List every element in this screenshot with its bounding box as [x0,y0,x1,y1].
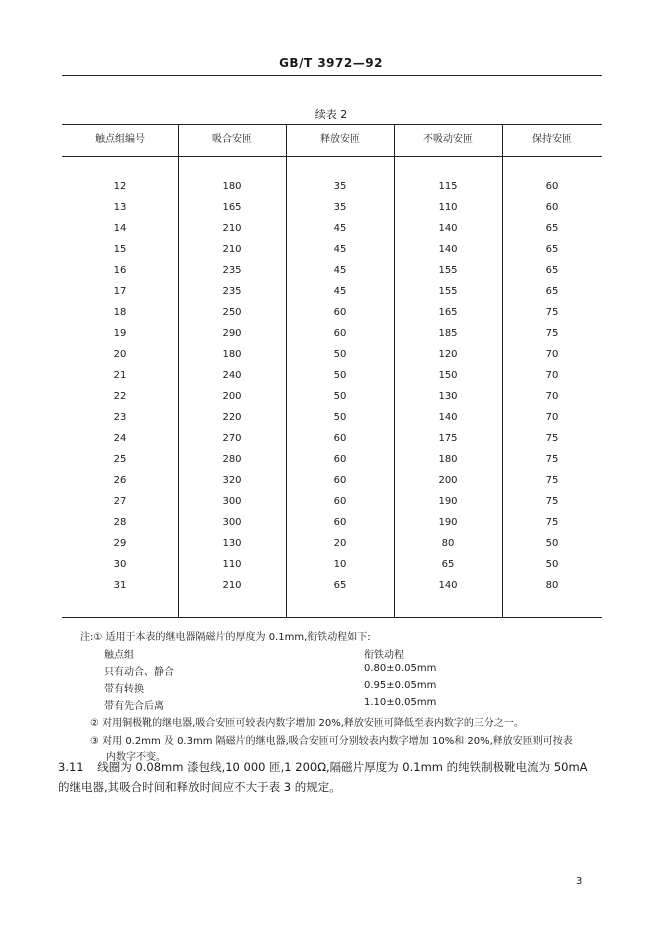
table-cell: 45 [333,244,347,255]
table-cell: 60 [333,454,347,465]
table-cell: 175 [438,433,458,444]
table-cell: 60 [545,181,559,192]
table-cell: 45 [333,286,347,297]
table-row [62,492,602,512]
table-cell: 65 [545,223,559,234]
table-cell: 65 [333,580,347,591]
note-3-continued: 内数字不变。 [106,752,166,763]
table-cell: 14 [113,223,127,234]
table-cell: 75 [545,475,559,486]
table-cell: 15 [113,244,127,255]
table-cell: 180 [222,349,242,360]
table-cell: 290 [222,328,242,339]
clause-text: 线圈为 0.08mm 漆包线,10 000 匝,1 200Ω,隔磁片厚度为 0.1mm 的纯铁制极靴电流为 50mA [97,760,588,774]
table-cell: 300 [222,517,242,528]
note-subtable-label: 带有转换 [104,684,144,695]
standard-number: GB/T 3972—92 [279,56,383,70]
table-cell: 20 [113,349,127,360]
table-cell: 65 [545,265,559,276]
table-row [62,450,602,470]
table-row [62,534,602,554]
table-cell: 65 [545,244,559,255]
table-row [62,555,602,575]
data-table [62,124,602,618]
page-number: 3 [576,876,583,887]
note-subtable-label: 只有动合、静合 [104,667,174,678]
table-cell: 80 [441,538,455,549]
table-row [62,324,602,344]
table-cell: 50 [333,349,347,360]
table-cell: 155 [438,265,458,276]
table-cell: 21 [113,370,127,381]
table-cell: 210 [222,580,242,591]
table-cell: 60 [333,517,347,528]
table-cell: 210 [222,244,242,255]
table-cell: 75 [545,517,559,528]
table-cell: 29 [113,538,127,549]
table-cell: 140 [438,580,458,591]
table-cell: 320 [222,475,242,486]
table-cell: 22 [113,391,127,402]
note-subtable-value: 0.80±0.05mm [364,663,437,674]
table-cell: 150 [438,370,458,381]
table-cell: 16 [113,265,127,276]
table-cell: 200 [222,391,242,402]
table-cell: 30 [113,559,127,570]
table-cell: 70 [545,412,559,423]
table-cell: 60 [333,475,347,486]
table-cell: 140 [438,244,458,255]
table-cell: 70 [545,370,559,381]
table-cell: 60 [333,496,347,507]
table-cell: 13 [113,202,127,213]
note-subtable-value: 0.95±0.05mm [364,680,437,691]
table-cell: 235 [222,265,242,276]
table-row [62,240,602,260]
table-row [62,429,602,449]
table-row [62,408,602,428]
note-subtable-header-right: 衔铁动程 [364,650,404,661]
table-cell: 185 [438,328,458,339]
table-cell: 190 [438,496,458,507]
table-cell: 155 [438,286,458,297]
table-cell: 190 [438,517,458,528]
table-cell: 220 [222,412,242,423]
column-header-pull-in: 吸合安匝 [212,134,252,145]
table-row [62,198,602,218]
table-cell: 12 [113,181,127,192]
table-cell: 120 [438,349,458,360]
table-cell: 130 [438,391,458,402]
table-cell: 70 [545,349,559,360]
table-cell: 50 [545,538,559,549]
table-cell: 60 [333,307,347,318]
note-3: ③ 对用 0.2mm 及 0.3mm 隔磁片的继电器,吸合安匝可分别较表内数字增加 10%和 20%,释放安匝则可按表 [90,736,573,747]
table-cell: 165 [222,202,242,213]
table-cell: 35 [333,202,347,213]
table-cell: 110 [222,559,242,570]
table-cell: 10 [333,559,347,570]
clause-text-continued: 的继电器,其吸合时间和释放时间应不大于表 3 的规定。 [58,780,341,794]
table-cell: 31 [113,580,127,591]
table-caption: 续表 2 [314,108,348,121]
table-row [62,387,602,407]
column-header-non-operate: 不吸动安匝 [423,134,473,145]
note-1: 注:① 适用于本表的继电器隔磁片的厚度为 0.1mm,衔铁动程如下: [80,632,371,643]
table-cell: 25 [113,454,127,465]
table-bottom-rule [62,617,602,618]
table-cell: 60 [333,433,347,444]
note-subtable-header-left: 触点组 [104,650,134,661]
table-cell: 200 [438,475,458,486]
table-row [62,219,602,239]
table-cell: 18 [113,307,127,318]
table-cell: 270 [222,433,242,444]
table-row [62,303,602,323]
table-row [62,345,602,365]
column-header-release: 释放安匝 [320,134,360,145]
table-row [62,366,602,386]
table-cell: 75 [545,328,559,339]
table-cell: 24 [113,433,127,444]
table-cell: 50 [333,391,347,402]
table-cell: 17 [113,286,127,297]
note-subtable-value: 1.10±0.05mm [364,697,437,708]
table-cell: 70 [545,391,559,402]
table-row [62,576,602,596]
table-cell: 300 [222,496,242,507]
note-subtable-label: 带有先合后离 [104,701,164,712]
table-cell: 235 [222,286,242,297]
table-row [62,261,602,281]
table-cell: 26 [113,475,127,486]
table-row [62,471,602,491]
table-row [62,513,602,533]
table-cell: 60 [333,328,347,339]
table-cell: 45 [333,265,347,276]
table-cell: 23 [113,412,127,423]
table-cell: 75 [545,454,559,465]
table-cell: 240 [222,370,242,381]
table-cell: 50 [333,412,347,423]
table-cell: 50 [545,559,559,570]
table-cell: 210 [222,223,242,234]
table-cell: 60 [545,202,559,213]
clause-3-11 [58,757,606,797]
table-cell: 280 [222,454,242,465]
table-row [62,177,602,197]
table-cell: 80 [545,580,559,591]
table-cell: 115 [438,181,458,192]
table-cell: 45 [333,223,347,234]
table-cell: 75 [545,496,559,507]
table-cell: 140 [438,223,458,234]
table-cell: 65 [441,559,455,570]
table-cell: 140 [438,412,458,423]
table-cell: 28 [113,517,127,528]
note-2: ② 对用铜极靴的继电器,吸合安匝可较表内数字增加 20%,释放安匝可降低至表内数字的三分之一。 [90,718,524,729]
column-header-contact-group: 触点组编号 [95,134,145,145]
table-cell: 20 [333,538,347,549]
table-cell: 250 [222,307,242,318]
table-row [62,282,602,302]
header-divider [62,75,602,76]
table-cell: 130 [222,538,242,549]
column-header-hold: 保持安匝 [532,134,572,145]
table-header-rule [62,156,602,157]
clause-number: 3.11 [58,760,84,774]
table-cell: 165 [438,307,458,318]
table-cell: 35 [333,181,347,192]
table-cell: 180 [222,181,242,192]
table-cell: 75 [545,433,559,444]
table-cell: 27 [113,496,127,507]
table-cell: 19 [113,328,127,339]
table-cell: 65 [545,286,559,297]
table-cell: 180 [438,454,458,465]
table-cell: 110 [438,202,458,213]
table-cell: 50 [333,370,347,381]
table-cell: 75 [545,307,559,318]
